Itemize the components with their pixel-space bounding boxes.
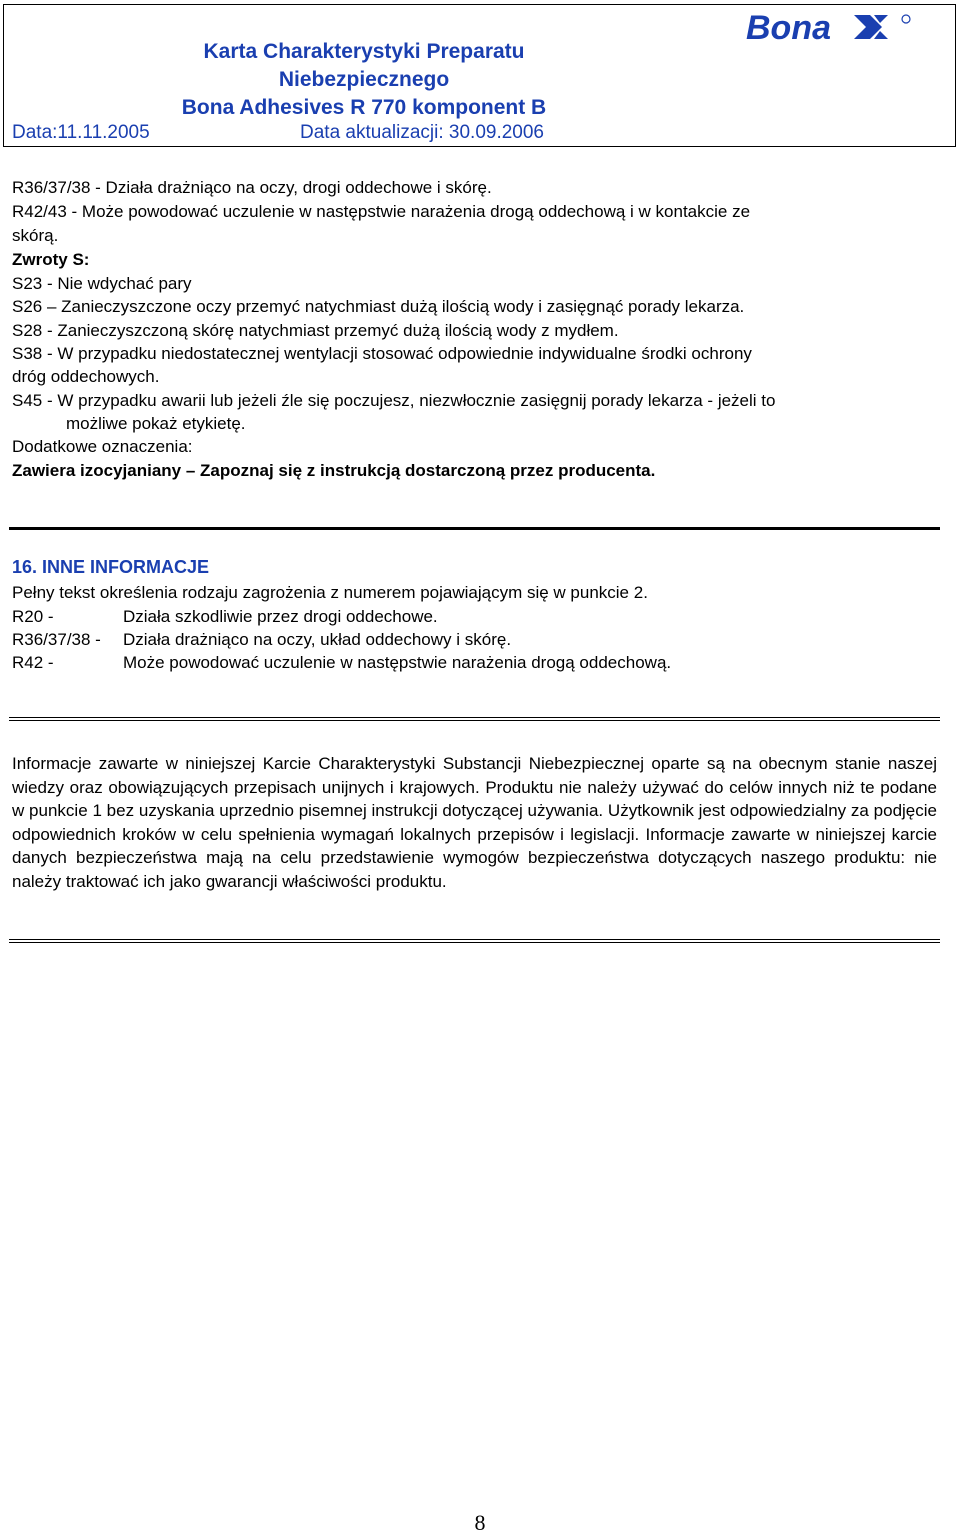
section-16-heading: 16. INNE INFORMACJE [12,557,210,577]
r42-phrase-line1: R42/43 - Może powodować uczulenie w następstwie narażenia drogą oddechową i w kontakcie ze [12,202,751,221]
double-divider [9,939,940,943]
double-divider [9,717,940,721]
s26-phrase: S26 – Zanieczyszczone oczy przemyć natychmiast dużą ilością wody i zasięgnąć porady lekarza. [12,297,745,316]
s23-phrase: S23 - Nie wdychać pary [12,274,192,293]
extra-markings-text: Zawiera izocyjaniany – Zapoznaj się z instrukcją dostarczoną przez producenta. [12,461,656,480]
extra-markings-heading: Dodatkowe oznaczenia: [12,437,193,456]
update-date: Data aktualizacji: 30.09.2006 [300,122,544,143]
s45-phrase-line2: możliwe pokaż etykietę. [66,414,246,433]
disclaimer-paragraph: Informacje zawarte w niniejszej Karcie Charakterystyki Substancji Niebezpiecznej oparte są na obecnym stanie naszej wiedzy oraz obowiązujących przepisach unijnych i krajowych. Produktu nie należy używać do celów innych niż te podane w punkcie 1 bez uzyskania uprzednio pisemnej instrukcji dotyczącej używania. Użytkownik jest odpowiedzialny za podjęcie odpowiednich kroków w celu spełnienia wymagań lokalnych przepisów i legislacji. Informacje zawarte w niniejszej karcie danych bezpieczeństwa mają na celu przedstawienie wymogów bezpieczeństwa dotyczących naszego produktu: nie należy traktować ich jako gwarancji właściwości produktu. [12,754,937,891]
section-16-intro: Pełny tekst określenia rodzaju zagrożenia z numerem pojawiającym się w punkcie 2. [12,583,648,602]
s-phrases-heading: Zwroty S: [12,250,90,269]
r-text: Działa drażniąco na oczy, układ oddechowy i skórę. [123,630,512,649]
r-code: R20 - [12,607,54,626]
s38-phrase-line1: S38 - W przypadku niedostatecznej wentylacji stosować odpowiednie indywidualne środki ochrony [12,344,752,363]
r-code: R42 - [12,653,54,672]
s38-phrase-line2: dróg oddechowych. [12,367,160,386]
s28-phrase: S28 - Zanieczyszczoną skórę natychmiast przemyć dużą ilością wody z mydłem. [12,321,619,340]
r-code: R36/37/38 - [12,630,101,649]
issue-date: Data:11.11.2005 [12,122,150,143]
title-line-1: Karta Charakterystyki Preparatu [203,40,525,63]
title-line-3: Bona Adhesives R 770 komponent B [181,96,547,119]
svg-text:Bona: Bona [746,9,831,45]
section-divider [9,527,940,530]
title-line-2: Niebezpiecznego [278,68,450,91]
r36-phrase: R36/37/38 - Działa drażniąco na oczy, drogi oddechowe i skórę. [12,178,492,197]
r-text: Działa szkodliwie przez drogi oddechowe. [123,607,438,626]
s45-phrase-line1: S45 - W przypadku awarii lub jeżeli źle się poczujesz, niezwłocznie zasięgnij porady lekarza - jeżeli to [12,391,776,410]
bona-logo [746,9,916,45]
page-number: 8 [474,1510,486,1535]
r-text: Może powodować uczulenie w następstwie narażenia drogą oddechową. [123,653,672,672]
r42-phrase-line2: skórą. [12,226,59,245]
